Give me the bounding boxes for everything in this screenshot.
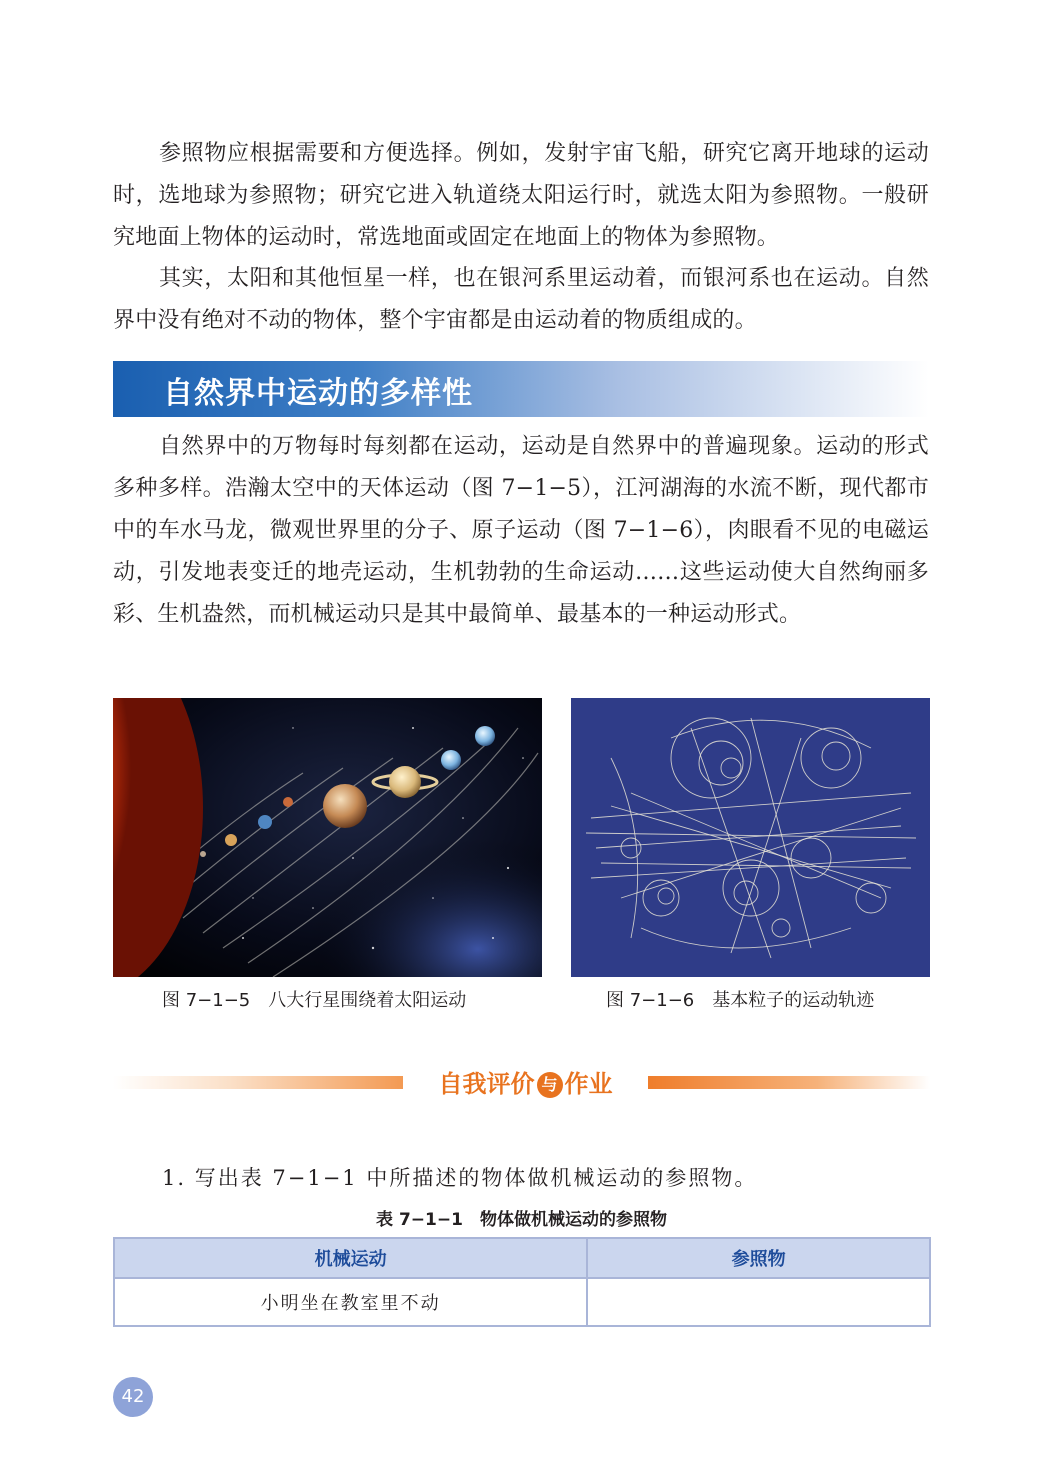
homework-heading-left: 自我评价 bbox=[438, 1070, 535, 1098]
figure-caption-particle-tracks: 图 7−1−6 基本粒子的运动轨迹 bbox=[606, 990, 875, 1011]
homework-divider-right bbox=[648, 1076, 930, 1089]
table-caption: 表 7−1−1 物体做机械运动的参照物 bbox=[376, 1210, 667, 1230]
paragraph-universe-motion: 其实，太阳和其他恒星一样，也在银河系里运动着，而银河系也在运动。自然界中没有绝对不动的物体，整个宇宙都是由运动着的物质组成的。 bbox=[113, 266, 929, 333]
particle-tracks-image bbox=[571, 698, 930, 977]
section-title: 自然界中运动的多样性 bbox=[163, 376, 473, 411]
paragraph-reference-choice: 参照物应根据需要和方便选择。例如，发射宇宙飞船，研究它离开地球的运动时，选地球为参照物；研究它进入轨道绕太阳运行时，就选太阳为参照物。一般研究地面上物体的运动时，常选地面或固定在地面上的物体为参照物。 bbox=[113, 141, 929, 250]
table-row bbox=[114, 1278, 930, 1326]
table-header-row bbox=[114, 1238, 930, 1278]
homework-divider-left bbox=[113, 1076, 403, 1089]
paragraph-motion-diversity: 自然界中的万物每时每刻都在运动，运动是自然界中的普遍现象。运动的形式多种多样。浩瀚太空中的天体运动（图 7−1−5），江河湖海的水流不断，现代都市中的车水马龙，微观世界里的分子、原子运动（图 7−1−6），肉眼看不见的电磁运动，引发地表变迁的地壳运动，生机勃勃的生命运动……这些运动使大自然绚丽多彩、生机盎然，而机械运动只是其中最简单、最基本的一种运动形式。 bbox=[113, 434, 929, 627]
homework-heading-right: 作业 bbox=[564, 1070, 613, 1098]
figure-caption-solar-system: 图 7−1−5 八大行星围绕着太阳运动 bbox=[162, 990, 467, 1011]
table-header-reference: 参照物 bbox=[587, 1238, 930, 1278]
reference-table bbox=[113, 1237, 931, 1327]
homework-heading-circle: 与 bbox=[537, 1072, 563, 1098]
homework-heading bbox=[403, 1066, 648, 1102]
page-number-badge: 42 bbox=[113, 1377, 153, 1417]
section-banner bbox=[113, 361, 929, 417]
solar-system-image bbox=[113, 698, 542, 977]
table-cell-reference[interactable] bbox=[587, 1278, 930, 1326]
table-cell-motion: 小明坐在教室里不动 bbox=[114, 1278, 587, 1326]
question-1: 1. 写出表 7−1−1 中所描述的物体做机械运动的参照物。 bbox=[162, 1166, 758, 1190]
table-header-motion: 机械运动 bbox=[114, 1238, 587, 1278]
